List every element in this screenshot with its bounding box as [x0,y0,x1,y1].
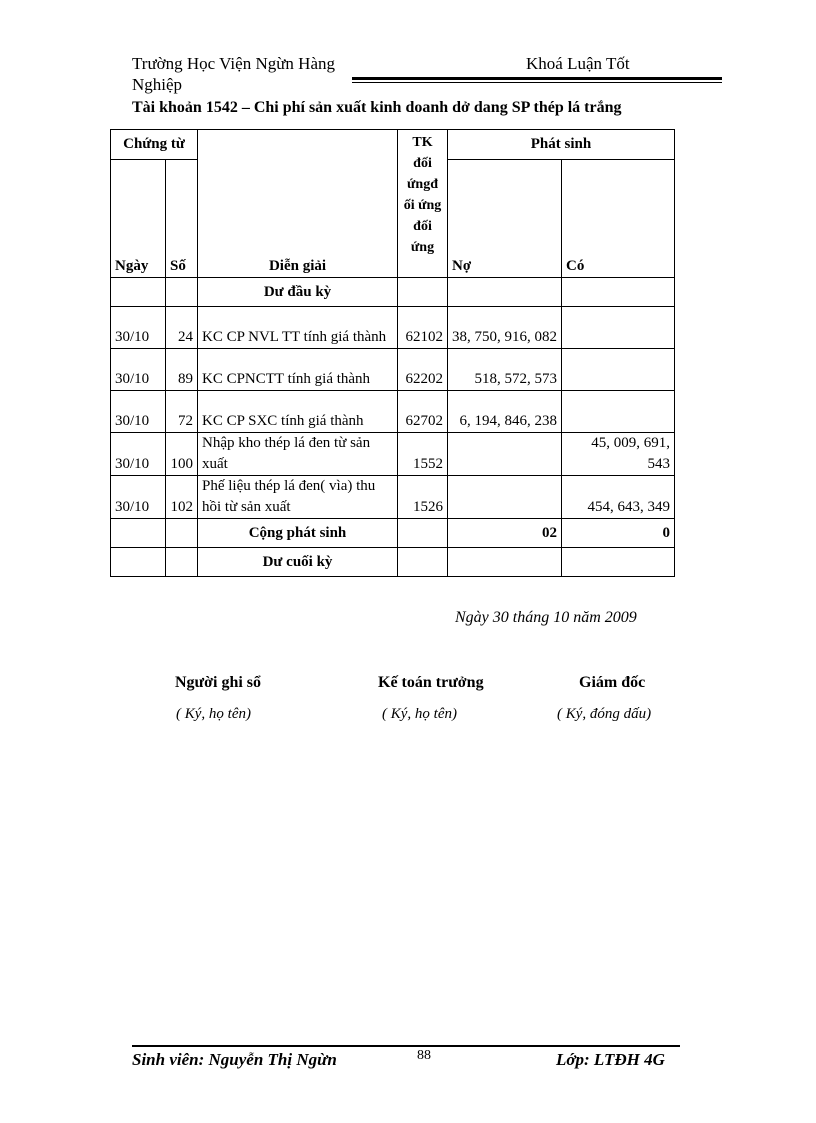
cell-tk: 62702 [398,391,448,433]
signature-accountant-title: Kế toán trưởng [378,674,484,691]
header-chung-tu: Chứng từ [111,130,198,160]
footer-class: Lớp: LTĐH 4G [556,1050,665,1069]
cell-no [448,476,562,519]
cell-ngay: 30/10 [111,349,166,391]
cell-tk: 1526 [398,476,448,519]
cell-ngay: 30/10 [111,476,166,519]
table-row [111,349,675,391]
header-so: Số [166,160,198,278]
cell-co [562,307,675,349]
cell-ngay: 30/10 [111,433,166,476]
header-dien-giai: Diễn giải [198,130,398,278]
cell-dien-giai: KC CP SXC tính giá thành [198,391,398,433]
table-row [111,433,675,476]
cell-so: 72 [166,391,198,433]
header-school: Trường Học Viện Ngừn Hàng [132,54,336,73]
cell-dien-giai: KC CP NVL TT tính giá thành [198,307,398,349]
total-label: Cộng phát sinh [198,519,398,548]
table-row [111,307,675,349]
footer-rule [132,1045,680,1047]
ledger-table [110,129,675,577]
header-thesis-wrap: Nghiệp [132,75,183,94]
header-tk-doi-ung: TK đối ứngđ ối ứng đối ứng [398,130,448,278]
signature-recorder-note: ( Ký, họ tên) [176,706,251,722]
cell-so: 24 [166,307,198,349]
signature-accountant-note: ( Ký, họ tên) [382,706,457,722]
cell-no [448,433,562,476]
header-phat-sinh: Phát sinh [448,130,675,160]
opening-balance-label: Dư đầu kỳ [198,278,398,307]
header-rule-thick [352,77,722,80]
cell-ngay: 30/10 [111,307,166,349]
cell-so: 100 [166,433,198,476]
signature-recorder-title: Người ghi sổ [175,674,262,691]
cell-dien-giai: KC CPNCTT tính giá thành [198,349,398,391]
cell-ngay: 30/10 [111,391,166,433]
cell-tk: 1552 [398,433,448,476]
cell-co [562,391,675,433]
header-rule-thin [352,82,722,83]
header-ngay: Ngày [111,160,166,278]
total-co: 0 [562,519,675,548]
cell-tk: 62102 [398,307,448,349]
closing-balance-label: Dư cuối kỳ [198,548,398,577]
signature-director-title: Giám đốc [579,674,646,691]
cell-so: 102 [166,476,198,519]
cell-no: 518, 572, 573 [448,349,562,391]
header-thesis: Khoá Luận Tốt [526,54,630,73]
table-row [111,391,675,433]
cell-no: 6, 194, 846, 238 [448,391,562,433]
date-line: Ngày 30 tháng 10 năm 2009 [455,609,637,626]
account-title: Tài khoản 1542 – Chi phí sản xuất kinh doanh dở dang SP thép lá trắng [132,99,622,116]
table-row [111,476,675,519]
footer-student: Sinh viên: Nguyễn Thị Ngừn [132,1050,337,1069]
cell-dien-giai: Phế liệu thép lá đen( vìa) thu hồi từ sản xuất [198,476,398,519]
header-no: Nợ [448,160,562,278]
cell-dien-giai: Nhập kho thép lá đen từ sản xuất [198,433,398,476]
cell-no: 38, 750, 916, 082 [448,307,562,349]
cell-tk: 62202 [398,349,448,391]
header-co: Có [562,160,675,278]
cell-so: 89 [166,349,198,391]
signature-director-note: ( Ký, đóng dấu) [557,706,652,722]
footer-page-number: 88 [417,1048,431,1063]
cell-co: 45, 009, 691, 543 [562,433,675,476]
cell-co [562,349,675,391]
cell-co: 454, 643, 349 [562,476,675,519]
total-no: 02 [448,519,562,548]
